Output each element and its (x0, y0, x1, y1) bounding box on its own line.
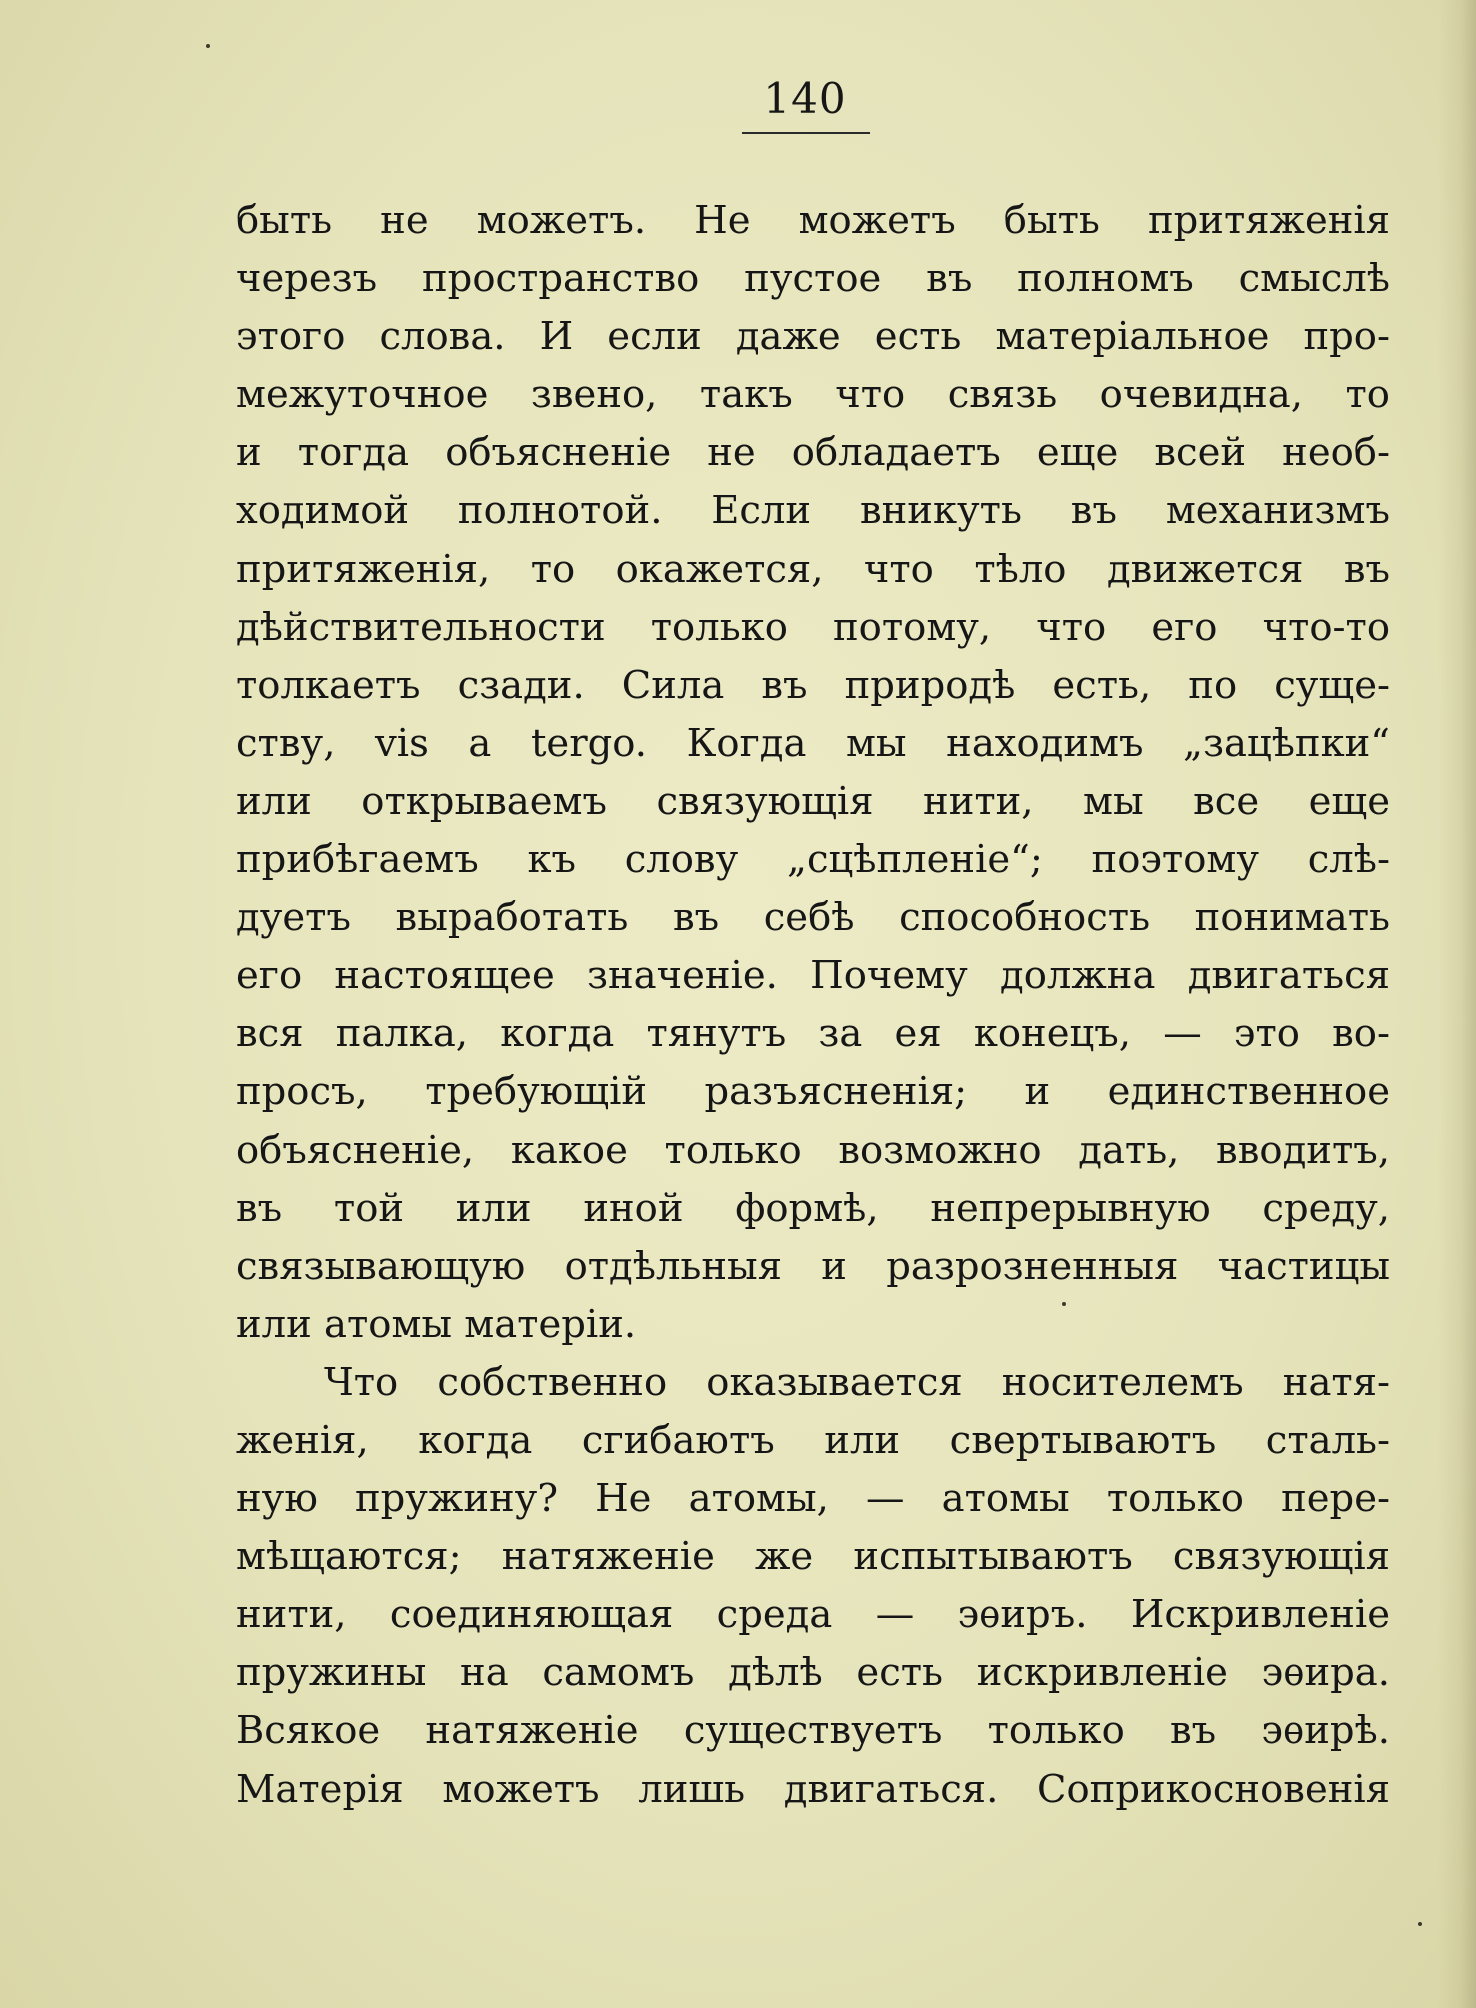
paper-speck (206, 44, 210, 48)
text-line: и тогда объясненіе не обладаетъ еще всей необ- (236, 430, 1390, 476)
text-line: ходимой полнотой. Если вникуть въ механизмъ (236, 488, 1390, 534)
text-line: черезъ пространство пустое въ полномъ смыслѣ (236, 256, 1390, 302)
text-line: пружины на самомъ дѣлѣ есть искривленіе эѳира. (236, 1650, 1390, 1696)
text-line: или открываемъ связующія нити, мы все еще (236, 778, 1390, 824)
text-line: быть не можетъ. Не можетъ быть притяженія (236, 198, 1390, 243)
body-text (236, 192, 1390, 1819)
text-line: толкаетъ сзади. Сила въ природѣ есть, по суще- (236, 662, 1390, 708)
text-line: нити, соединяющая среда — эѳиръ. Искривленіе (236, 1592, 1390, 1638)
paper-speck (1062, 1302, 1066, 1306)
text-line: прибѣгаемъ къ слову „сцѣпленіе“; поэтому слѣ- (236, 837, 1390, 883)
page-edge-shadow (1438, 0, 1476, 2008)
text-line: Матерія можетъ лишь двигаться. Соприкосновенія (236, 1766, 1390, 1812)
text-line: дѣйствительности только потому, что его что-то (236, 604, 1390, 650)
text-line: связывающую отдѣльныя и разрозненныя частицы (236, 1243, 1390, 1289)
text-line: женія, когда сгибаютъ или свертываютъ сталь- (236, 1417, 1390, 1463)
text-line-paragraph-start: Что собственно оказывается носителемъ натя- (324, 1359, 1390, 1405)
page-number: 140 (763, 74, 847, 123)
text-line: вся палка, когда тянутъ за ея конецъ, — это во- (236, 1011, 1390, 1057)
text-line: въ той или иной формѣ, непрерывную среду, (236, 1185, 1390, 1231)
text-line: объясненіе, какое только возможно дать, вводитъ, (236, 1127, 1390, 1173)
text-line: ству, vis a tergo. Когда мы находимъ „зацѣпки“ (236, 720, 1390, 766)
text-line: этого слова. И если даже есть матеріальное про- (236, 314, 1390, 360)
text-line-paragraph-end: или атомы матеріи. (236, 1301, 637, 1347)
text-line: мѣщаются; натяженіе же испытываютъ связующія (236, 1534, 1390, 1580)
paper-speck (1418, 1922, 1422, 1926)
text-line: просъ, требующій разъясненія; и единственное (236, 1069, 1390, 1115)
text-line: дуетъ выработать въ себѣ способность понимать (236, 895, 1390, 941)
text-line: межуточное звено, такъ что связь очевидна, то (236, 372, 1390, 418)
text-line: ную пружину? Не атомы, — атомы только пере- (236, 1476, 1390, 1522)
text-line: притяженія, то окажется, что тѣло движется въ (236, 546, 1390, 592)
text-line: Всякое натяженіе существуетъ только въ эѳирѣ. (236, 1708, 1390, 1754)
page-number-rule (742, 132, 870, 134)
text-line: его настоящее значеніе. Почему должна двигаться (236, 953, 1390, 999)
